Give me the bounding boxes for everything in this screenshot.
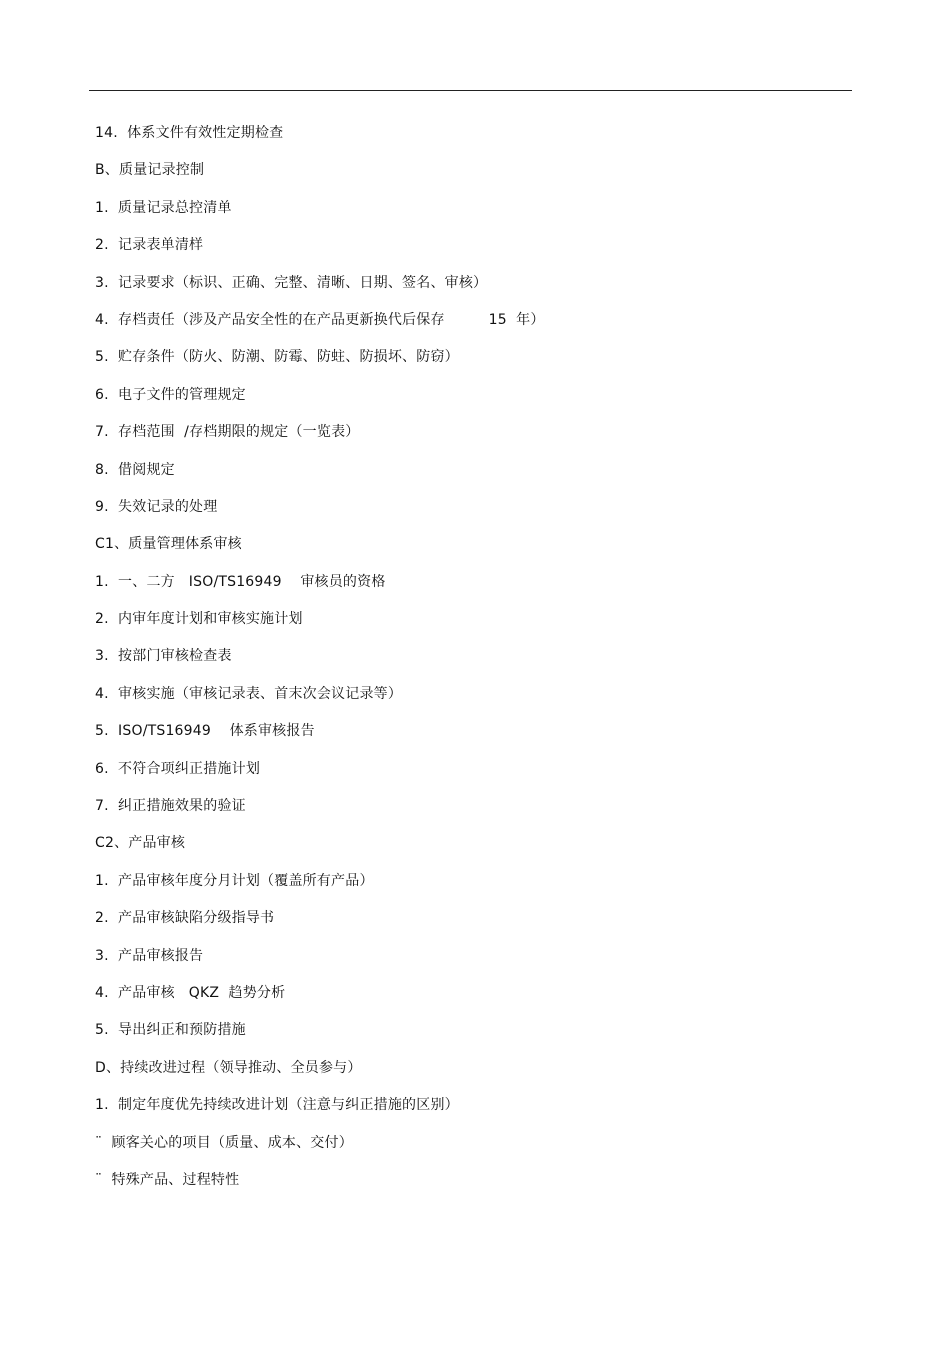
section-heading: D、持续改进过程（领导推动、全员参与） — [95, 1059, 362, 1076]
text-line-main: 4. 存档责任（涉及产品安全性的在产品更新换代后保存 — [95, 311, 445, 328]
document-body — [95, 120, 855, 1204]
text-line: 2. 记录表单清样 — [95, 237, 204, 254]
text-line: 1. 一、二方 ISO/TS16949 审核员的资格 — [95, 573, 386, 590]
bullet-line: ¨ 顾客关心的项目（质量、成本、交付） — [95, 1134, 353, 1151]
text-line: 1. 制定年度优先持续改进计划（注意与纠正措施的区别） — [95, 1097, 459, 1114]
text-line: 1. 质量记录总控清单 — [95, 199, 232, 216]
text-line: 6. 不符合项纠正措施计划 — [95, 760, 261, 777]
text-line: 2. 内审年度计划和审核实施计划 — [95, 611, 303, 628]
text-line: 4. 审核实施（审核记录表、首末次会议记录等） — [95, 685, 403, 702]
text-line: 3. 按部门审核检查表 — [95, 648, 232, 665]
text-line: 9. 失效记录的处理 — [95, 498, 218, 515]
section-heading: C1、质量管理体系审核 — [95, 536, 242, 553]
text-line: 2. 产品审核缺陷分级指导书 — [95, 910, 275, 927]
text-line — [95, 307, 855, 344]
text-line: 4. 产品审核 QKZ 趋势分析 — [95, 984, 286, 1001]
text-line-tail: 15 年） — [488, 311, 545, 328]
header-rule — [89, 90, 852, 91]
text-line: 5. 导出纠正和预防措施 — [95, 1022, 246, 1039]
text-line: 5. ISO/TS16949 体系审核报告 — [95, 723, 315, 740]
text-line: 14. 体系文件有效性定期检查 — [95, 125, 284, 141]
section-heading: C2、产品审核 — [95, 835, 186, 852]
text-line: 1. 产品审核年度分月计划（覆盖所有产品） — [95, 872, 374, 889]
text-line: 3. 记录要求（标识、正确、完整、清晰、日期、签名、审核） — [95, 274, 488, 291]
text-line: 7. 存档范围 /存档期限的规定（一览表） — [95, 424, 360, 441]
section-heading: B、质量记录控制 — [95, 162, 205, 179]
text-line: 8. 借阅规定 — [95, 461, 175, 478]
bullet-line: ¨ 特殊产品、过程特性 — [95, 1171, 240, 1188]
text-line: 7. 纠正措施效果的验证 — [95, 798, 246, 815]
text-line: 5. 贮存条件（防火、防潮、防霉、防蛀、防损坏、防窃） — [95, 349, 459, 366]
text-line: 3. 产品审核报告 — [95, 947, 204, 964]
text-line: 6. 电子文件的管理规定 — [95, 386, 246, 403]
